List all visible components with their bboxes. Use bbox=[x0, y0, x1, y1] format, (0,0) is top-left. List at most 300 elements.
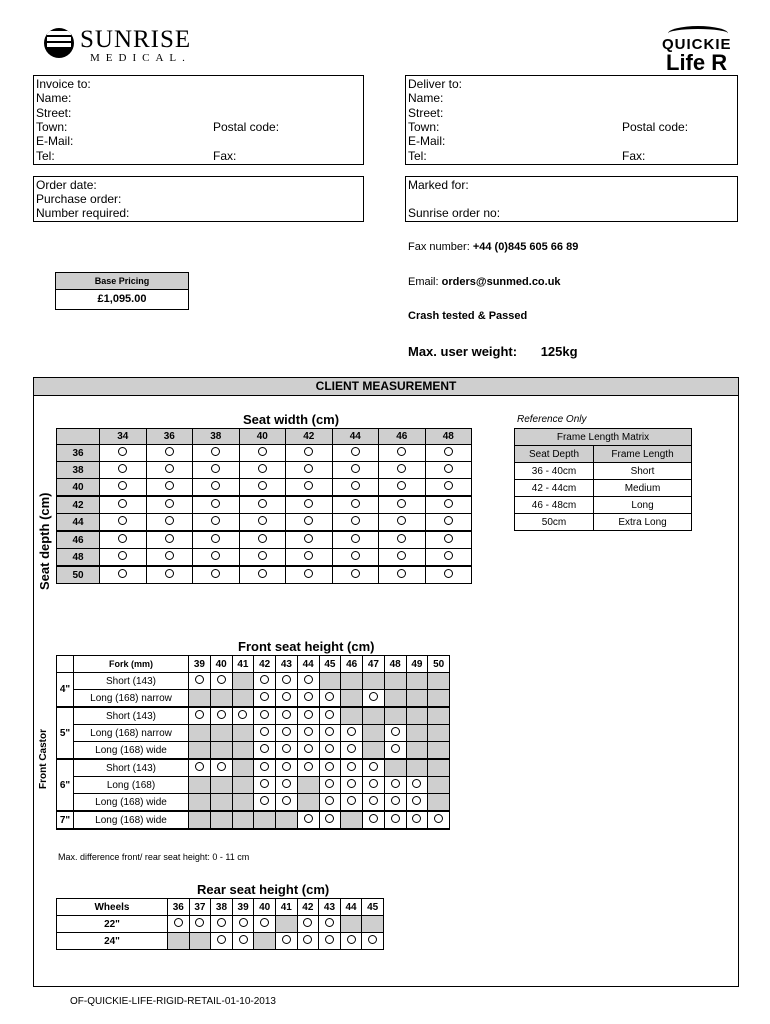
option-circle[interactable] bbox=[397, 481, 406, 490]
front-option-cell[interactable] bbox=[384, 794, 406, 812]
option-circle[interactable] bbox=[304, 464, 313, 473]
option-circle[interactable] bbox=[195, 675, 204, 684]
seat-option-cell[interactable] bbox=[425, 479, 472, 497]
seat-option-cell[interactable] bbox=[379, 514, 426, 532]
front-option-cell[interactable] bbox=[384, 742, 406, 760]
option-circle[interactable] bbox=[351, 464, 360, 473]
option-circle[interactable] bbox=[260, 692, 269, 701]
front-option-cell[interactable] bbox=[254, 673, 276, 690]
front-option-cell[interactable] bbox=[210, 759, 232, 777]
option-circle[interactable] bbox=[391, 796, 400, 805]
seat-option-cell[interactable] bbox=[332, 462, 379, 479]
option-circle[interactable] bbox=[369, 692, 378, 701]
option-circle[interactable] bbox=[303, 935, 312, 944]
front-height-header: 48 bbox=[384, 656, 406, 673]
invoice-fax-field[interactable]: Fax: bbox=[213, 149, 237, 163]
front-option-cell[interactable] bbox=[319, 742, 341, 760]
seat-option-cell[interactable] bbox=[100, 531, 147, 549]
option-circle[interactable] bbox=[325, 796, 334, 805]
option-circle[interactable] bbox=[347, 744, 356, 753]
front-option-cell[interactable] bbox=[276, 690, 298, 708]
option-circle[interactable] bbox=[351, 481, 360, 490]
rear-option-cell[interactable] bbox=[211, 916, 233, 933]
rear-option-cell[interactable] bbox=[297, 933, 319, 950]
front-option-cell[interactable] bbox=[319, 707, 341, 725]
front-option-cell[interactable] bbox=[276, 777, 298, 794]
option-circle[interactable] bbox=[258, 447, 267, 456]
option-circle[interactable] bbox=[217, 918, 226, 927]
front-option-cell[interactable] bbox=[363, 811, 385, 829]
option-circle[interactable] bbox=[444, 534, 453, 543]
seat-option-cell[interactable] bbox=[239, 566, 286, 584]
option-circle[interactable] bbox=[347, 935, 356, 944]
option-circle[interactable] bbox=[282, 727, 291, 736]
option-circle[interactable] bbox=[304, 744, 313, 753]
seat-option-cell[interactable] bbox=[146, 531, 193, 549]
deliver-email-field[interactable]: E-Mail: bbox=[408, 134, 446, 148]
option-circle[interactable] bbox=[260, 675, 269, 684]
marked-box bbox=[405, 176, 738, 222]
rear-option-cell[interactable] bbox=[232, 933, 254, 950]
seat-option-cell[interactable] bbox=[100, 479, 147, 497]
option-circle[interactable] bbox=[211, 516, 220, 525]
option-circle[interactable] bbox=[391, 727, 400, 736]
seat-option-cell[interactable] bbox=[425, 549, 472, 567]
option-circle[interactable] bbox=[118, 499, 127, 508]
seat-option-cell[interactable] bbox=[286, 462, 333, 479]
deliver-fax-field[interactable]: Fax: bbox=[622, 149, 646, 163]
front-option-cell[interactable] bbox=[254, 725, 276, 742]
unavailable-cell bbox=[254, 811, 276, 829]
front-option-cell[interactable] bbox=[232, 707, 254, 725]
option-circle[interactable] bbox=[211, 534, 220, 543]
option-circle[interactable] bbox=[444, 551, 453, 560]
option-circle[interactable] bbox=[347, 796, 356, 805]
option-circle[interactable] bbox=[238, 710, 247, 719]
option-circle[interactable] bbox=[195, 710, 204, 719]
rear-option-cell[interactable] bbox=[189, 916, 211, 933]
option-circle[interactable] bbox=[211, 447, 220, 456]
option-circle[interactable] bbox=[347, 779, 356, 788]
front-option-cell[interactable] bbox=[341, 794, 363, 812]
front-option-cell[interactable] bbox=[406, 777, 428, 794]
front-option-cell[interactable] bbox=[319, 811, 341, 829]
front-option-cell[interactable] bbox=[341, 725, 363, 742]
option-circle[interactable] bbox=[369, 796, 378, 805]
seat-option-cell[interactable] bbox=[193, 479, 240, 497]
option-circle[interactable] bbox=[304, 499, 313, 508]
option-circle[interactable] bbox=[351, 551, 360, 560]
seat-option-cell[interactable] bbox=[332, 514, 379, 532]
seat-option-cell[interactable] bbox=[425, 445, 472, 462]
front-option-cell[interactable] bbox=[254, 794, 276, 812]
option-circle[interactable] bbox=[303, 918, 312, 927]
option-circle[interactable] bbox=[368, 935, 377, 944]
seat-option-cell[interactable] bbox=[146, 462, 193, 479]
front-option-cell[interactable] bbox=[297, 759, 319, 777]
seat-option-cell[interactable] bbox=[379, 496, 426, 514]
seat-option-cell[interactable] bbox=[379, 479, 426, 497]
option-circle[interactable] bbox=[351, 516, 360, 525]
front-option-cell[interactable] bbox=[276, 742, 298, 760]
seat-option-cell[interactable] bbox=[286, 479, 333, 497]
option-circle[interactable] bbox=[347, 762, 356, 771]
seat-option-cell[interactable] bbox=[239, 549, 286, 567]
front-option-cell[interactable] bbox=[297, 742, 319, 760]
option-circle[interactable] bbox=[211, 481, 220, 490]
seat-option-cell[interactable] bbox=[193, 514, 240, 532]
seat-option-cell[interactable] bbox=[379, 549, 426, 567]
option-circle[interactable] bbox=[325, 762, 334, 771]
rear-option-cell[interactable] bbox=[340, 933, 362, 950]
seat-option-cell[interactable] bbox=[286, 566, 333, 584]
front-option-cell[interactable] bbox=[384, 811, 406, 829]
front-option-cell[interactable] bbox=[276, 725, 298, 742]
seat-option-cell[interactable] bbox=[332, 549, 379, 567]
option-circle[interactable] bbox=[444, 516, 453, 525]
option-circle[interactable] bbox=[260, 796, 269, 805]
option-circle[interactable] bbox=[282, 796, 291, 805]
option-circle[interactable] bbox=[397, 499, 406, 508]
front-option-cell[interactable] bbox=[406, 811, 428, 829]
front-option-cell[interactable] bbox=[363, 777, 385, 794]
rear-option-cell[interactable] bbox=[297, 916, 319, 933]
front-option-cell[interactable] bbox=[341, 759, 363, 777]
front-option-cell[interactable] bbox=[319, 759, 341, 777]
seat-option-cell[interactable] bbox=[146, 445, 193, 462]
option-circle[interactable] bbox=[351, 447, 360, 456]
seat-option-cell[interactable] bbox=[100, 566, 147, 584]
option-circle[interactable] bbox=[260, 762, 269, 771]
front-option-cell[interactable] bbox=[210, 707, 232, 725]
option-circle[interactable] bbox=[165, 516, 174, 525]
deliver-tel-field[interactable]: Tel: bbox=[408, 149, 427, 163]
option-circle[interactable] bbox=[217, 935, 226, 944]
option-circle[interactable] bbox=[304, 481, 313, 490]
front-option-cell[interactable] bbox=[254, 777, 276, 794]
option-circle[interactable] bbox=[118, 534, 127, 543]
option-circle[interactable] bbox=[260, 779, 269, 788]
option-circle[interactable] bbox=[444, 481, 453, 490]
front-option-cell[interactable] bbox=[384, 725, 406, 742]
option-circle[interactable] bbox=[325, 814, 334, 823]
front-option-cell[interactable] bbox=[276, 707, 298, 725]
seat-option-cell[interactable] bbox=[286, 514, 333, 532]
option-circle[interactable] bbox=[260, 727, 269, 736]
front-option-cell[interactable] bbox=[297, 725, 319, 742]
front-option-cell[interactable] bbox=[254, 742, 276, 760]
invoice-postal-field[interactable]: Postal code: bbox=[213, 120, 280, 134]
option-circle[interactable] bbox=[260, 710, 269, 719]
option-circle[interactable] bbox=[304, 551, 313, 560]
seat-option-cell[interactable] bbox=[193, 496, 240, 514]
option-circle[interactable] bbox=[239, 918, 248, 927]
option-circle[interactable] bbox=[282, 779, 291, 788]
option-circle[interactable] bbox=[282, 692, 291, 701]
option-circle[interactable] bbox=[258, 499, 267, 508]
front-option-cell[interactable] bbox=[276, 794, 298, 812]
seat-option-cell[interactable] bbox=[100, 514, 147, 532]
option-circle[interactable] bbox=[304, 569, 313, 578]
order-date-field[interactable]: Order date: bbox=[36, 178, 97, 192]
seat-option-cell[interactable] bbox=[379, 531, 426, 549]
front-option-cell[interactable] bbox=[341, 777, 363, 794]
option-circle[interactable] bbox=[258, 551, 267, 560]
rear-option-cell[interactable] bbox=[319, 916, 341, 933]
option-circle[interactable] bbox=[304, 516, 313, 525]
ref-cell: Long bbox=[594, 497, 692, 514]
seat-option-cell[interactable] bbox=[100, 549, 147, 567]
invoice-town-field[interactable]: Town: bbox=[36, 120, 68, 134]
option-circle[interactable] bbox=[304, 762, 313, 771]
marked-for-field[interactable]: Marked for: bbox=[408, 178, 469, 192]
option-circle[interactable] bbox=[444, 464, 453, 473]
option-circle[interactable] bbox=[118, 481, 127, 490]
option-circle[interactable] bbox=[304, 710, 313, 719]
option-circle[interactable] bbox=[444, 499, 453, 508]
front-option-cell[interactable] bbox=[363, 759, 385, 777]
option-circle[interactable] bbox=[347, 727, 356, 736]
option-circle[interactable] bbox=[325, 692, 334, 701]
seat-option-cell[interactable] bbox=[379, 566, 426, 584]
seat-option-cell[interactable] bbox=[425, 566, 472, 584]
front-option-cell[interactable] bbox=[297, 707, 319, 725]
front-option-cell[interactable] bbox=[297, 811, 319, 829]
seat-option-cell[interactable] bbox=[332, 496, 379, 514]
option-circle[interactable] bbox=[304, 447, 313, 456]
option-circle[interactable] bbox=[391, 814, 400, 823]
seat-option-cell[interactable] bbox=[146, 479, 193, 497]
option-circle[interactable] bbox=[260, 744, 269, 753]
front-option-cell[interactable] bbox=[319, 777, 341, 794]
front-option-cell[interactable] bbox=[189, 759, 211, 777]
seat-option-cell[interactable] bbox=[425, 462, 472, 479]
option-circle[interactable] bbox=[217, 675, 226, 684]
seat-option-cell[interactable] bbox=[100, 462, 147, 479]
front-option-cell[interactable] bbox=[341, 742, 363, 760]
option-circle[interactable] bbox=[325, 779, 334, 788]
seat-option-cell[interactable] bbox=[425, 531, 472, 549]
seat-option-cell[interactable] bbox=[332, 479, 379, 497]
seat-option-cell[interactable] bbox=[193, 549, 240, 567]
purchase-order-field[interactable]: Purchase order: bbox=[36, 192, 122, 206]
seat-option-cell[interactable] bbox=[379, 462, 426, 479]
front-option-cell[interactable] bbox=[254, 707, 276, 725]
seat-option-cell[interactable] bbox=[193, 445, 240, 462]
option-circle[interactable] bbox=[351, 569, 360, 578]
seat-option-cell[interactable] bbox=[239, 479, 286, 497]
option-circle[interactable] bbox=[165, 534, 174, 543]
seat-option-cell[interactable] bbox=[332, 531, 379, 549]
seat-option-cell[interactable] bbox=[239, 514, 286, 532]
option-circle[interactable] bbox=[304, 692, 313, 701]
option-circle[interactable] bbox=[217, 710, 226, 719]
seat-option-cell[interactable] bbox=[193, 462, 240, 479]
option-circle[interactable] bbox=[239, 935, 248, 944]
front-option-cell[interactable] bbox=[297, 690, 319, 708]
seat-option-cell[interactable] bbox=[286, 496, 333, 514]
front-option-cell[interactable] bbox=[189, 673, 211, 690]
option-circle[interactable] bbox=[165, 499, 174, 508]
seat-option-cell[interactable] bbox=[146, 549, 193, 567]
option-circle[interactable] bbox=[397, 447, 406, 456]
option-circle[interactable] bbox=[434, 814, 443, 823]
option-circle[interactable] bbox=[412, 814, 421, 823]
option-circle[interactable] bbox=[369, 814, 378, 823]
front-seat-height-table bbox=[56, 655, 450, 830]
option-circle[interactable] bbox=[282, 744, 291, 753]
seat-option-cell[interactable] bbox=[286, 549, 333, 567]
option-circle[interactable] bbox=[165, 551, 174, 560]
option-circle[interactable] bbox=[195, 918, 204, 927]
seat-option-cell[interactable] bbox=[146, 514, 193, 532]
option-circle[interactable] bbox=[217, 762, 226, 771]
seat-option-cell[interactable] bbox=[100, 496, 147, 514]
front-option-cell[interactable] bbox=[319, 794, 341, 812]
option-circle[interactable] bbox=[174, 918, 183, 927]
invoice-email-field[interactable]: E-Mail: bbox=[36, 134, 74, 148]
option-circle[interactable] bbox=[397, 516, 406, 525]
front-option-cell[interactable] bbox=[276, 759, 298, 777]
invoice-street-field[interactable]: Street: bbox=[36, 106, 72, 120]
unavailable-cell bbox=[428, 759, 450, 777]
option-circle[interactable] bbox=[304, 675, 313, 684]
option-circle[interactable] bbox=[304, 814, 313, 823]
option-circle[interactable] bbox=[282, 762, 291, 771]
front-option-cell[interactable] bbox=[406, 794, 428, 812]
option-circle[interactable] bbox=[397, 551, 406, 560]
front-option-cell[interactable] bbox=[428, 811, 450, 829]
seat-option-cell[interactable] bbox=[379, 445, 426, 462]
option-circle[interactable] bbox=[397, 534, 406, 543]
seat-option-cell[interactable] bbox=[239, 445, 286, 462]
option-circle[interactable] bbox=[351, 534, 360, 543]
deliver-name-field[interactable]: Name: bbox=[408, 91, 444, 105]
rear-option-cell[interactable] bbox=[232, 916, 254, 933]
option-circle[interactable] bbox=[118, 464, 127, 473]
option-circle[interactable] bbox=[282, 710, 291, 719]
front-option-cell[interactable] bbox=[254, 759, 276, 777]
invoice-tel-field[interactable]: Tel: bbox=[36, 149, 55, 163]
option-circle[interactable] bbox=[391, 744, 400, 753]
option-circle[interactable] bbox=[118, 569, 127, 578]
base-pricing-label: Base Pricing bbox=[56, 273, 188, 290]
rear-option-cell[interactable] bbox=[275, 933, 297, 950]
seat-option-cell[interactable] bbox=[425, 496, 472, 514]
option-circle[interactable] bbox=[165, 569, 174, 578]
option-circle[interactable] bbox=[369, 779, 378, 788]
option-circle[interactable] bbox=[258, 481, 267, 490]
sunrise-order-field[interactable]: Sunrise order no: bbox=[408, 206, 501, 220]
option-circle[interactable] bbox=[118, 447, 127, 456]
option-circle[interactable] bbox=[282, 935, 291, 944]
front-option-cell[interactable] bbox=[319, 725, 341, 742]
seat-option-cell[interactable] bbox=[239, 531, 286, 549]
front-option-cell[interactable] bbox=[254, 690, 276, 708]
front-option-cell[interactable] bbox=[276, 673, 298, 690]
front-option-cell[interactable] bbox=[189, 707, 211, 725]
rear-option-cell[interactable] bbox=[168, 916, 190, 933]
option-circle[interactable] bbox=[444, 569, 453, 578]
rear-option-cell[interactable] bbox=[254, 916, 276, 933]
option-circle[interactable] bbox=[304, 534, 313, 543]
option-circle[interactable] bbox=[211, 569, 220, 578]
option-circle[interactable] bbox=[211, 551, 220, 560]
seat-option-cell[interactable] bbox=[100, 445, 147, 462]
option-circle[interactable] bbox=[165, 464, 174, 473]
number-required-field[interactable]: Number required: bbox=[36, 206, 130, 220]
option-circle[interactable] bbox=[325, 744, 334, 753]
deliver-street-field[interactable]: Street: bbox=[408, 106, 444, 120]
option-circle[interactable] bbox=[325, 918, 334, 927]
unavailable-cell bbox=[232, 690, 254, 708]
email-address[interactable]: orders@sunmed.co.uk bbox=[441, 276, 561, 288]
deliver-postal-field[interactable]: Postal code: bbox=[622, 120, 689, 134]
option-circle[interactable] bbox=[282, 675, 291, 684]
seat-option-cell[interactable] bbox=[332, 566, 379, 584]
option-circle[interactable] bbox=[304, 727, 313, 736]
front-option-cell[interactable] bbox=[363, 690, 385, 708]
front-height-header: 40 bbox=[210, 656, 232, 673]
option-circle[interactable] bbox=[258, 516, 267, 525]
option-circle[interactable] bbox=[412, 796, 421, 805]
option-circle[interactable] bbox=[325, 935, 334, 944]
seat-option-cell[interactable] bbox=[286, 445, 333, 462]
seat-option-cell[interactable] bbox=[146, 496, 193, 514]
option-circle[interactable] bbox=[211, 499, 220, 508]
rear-option-cell[interactable] bbox=[319, 933, 341, 950]
option-circle[interactable] bbox=[118, 551, 127, 560]
option-circle[interactable] bbox=[397, 464, 406, 473]
rear-option-cell[interactable] bbox=[211, 933, 233, 950]
option-circle[interactable] bbox=[211, 464, 220, 473]
option-circle[interactable] bbox=[258, 569, 267, 578]
option-circle[interactable] bbox=[258, 464, 267, 473]
seat-option-cell[interactable] bbox=[239, 496, 286, 514]
unavailable-cell bbox=[297, 794, 319, 812]
option-circle[interactable] bbox=[325, 727, 334, 736]
seat-option-cell[interactable] bbox=[193, 531, 240, 549]
seat-option-cell[interactable] bbox=[425, 514, 472, 532]
seat-option-cell[interactable] bbox=[239, 462, 286, 479]
option-circle[interactable] bbox=[195, 762, 204, 771]
front-option-cell[interactable] bbox=[384, 777, 406, 794]
option-circle[interactable] bbox=[391, 779, 400, 788]
front-option-cell[interactable] bbox=[297, 673, 319, 690]
deliver-town-field[interactable]: Town: bbox=[408, 120, 440, 134]
option-circle[interactable] bbox=[351, 499, 360, 508]
option-circle[interactable] bbox=[258, 534, 267, 543]
option-circle[interactable] bbox=[444, 447, 453, 456]
invoice-name-field[interactable]: Name: bbox=[36, 91, 72, 105]
option-circle[interactable] bbox=[118, 516, 127, 525]
option-circle[interactable] bbox=[369, 762, 378, 771]
front-option-cell[interactable] bbox=[210, 673, 232, 690]
seat-option-cell[interactable] bbox=[332, 445, 379, 462]
option-circle[interactable] bbox=[165, 447, 174, 456]
rear-option-cell[interactable] bbox=[362, 933, 384, 950]
front-option-cell[interactable] bbox=[319, 690, 341, 708]
option-circle[interactable] bbox=[165, 481, 174, 490]
option-circle[interactable] bbox=[397, 569, 406, 578]
seat-option-cell[interactable] bbox=[286, 531, 333, 549]
option-circle[interactable] bbox=[325, 710, 334, 719]
seat-option-cell[interactable] bbox=[146, 566, 193, 584]
option-circle[interactable] bbox=[412, 779, 421, 788]
option-circle[interactable] bbox=[260, 918, 269, 927]
seat-option-cell[interactable] bbox=[193, 566, 240, 584]
front-option-cell[interactable] bbox=[363, 794, 385, 812]
